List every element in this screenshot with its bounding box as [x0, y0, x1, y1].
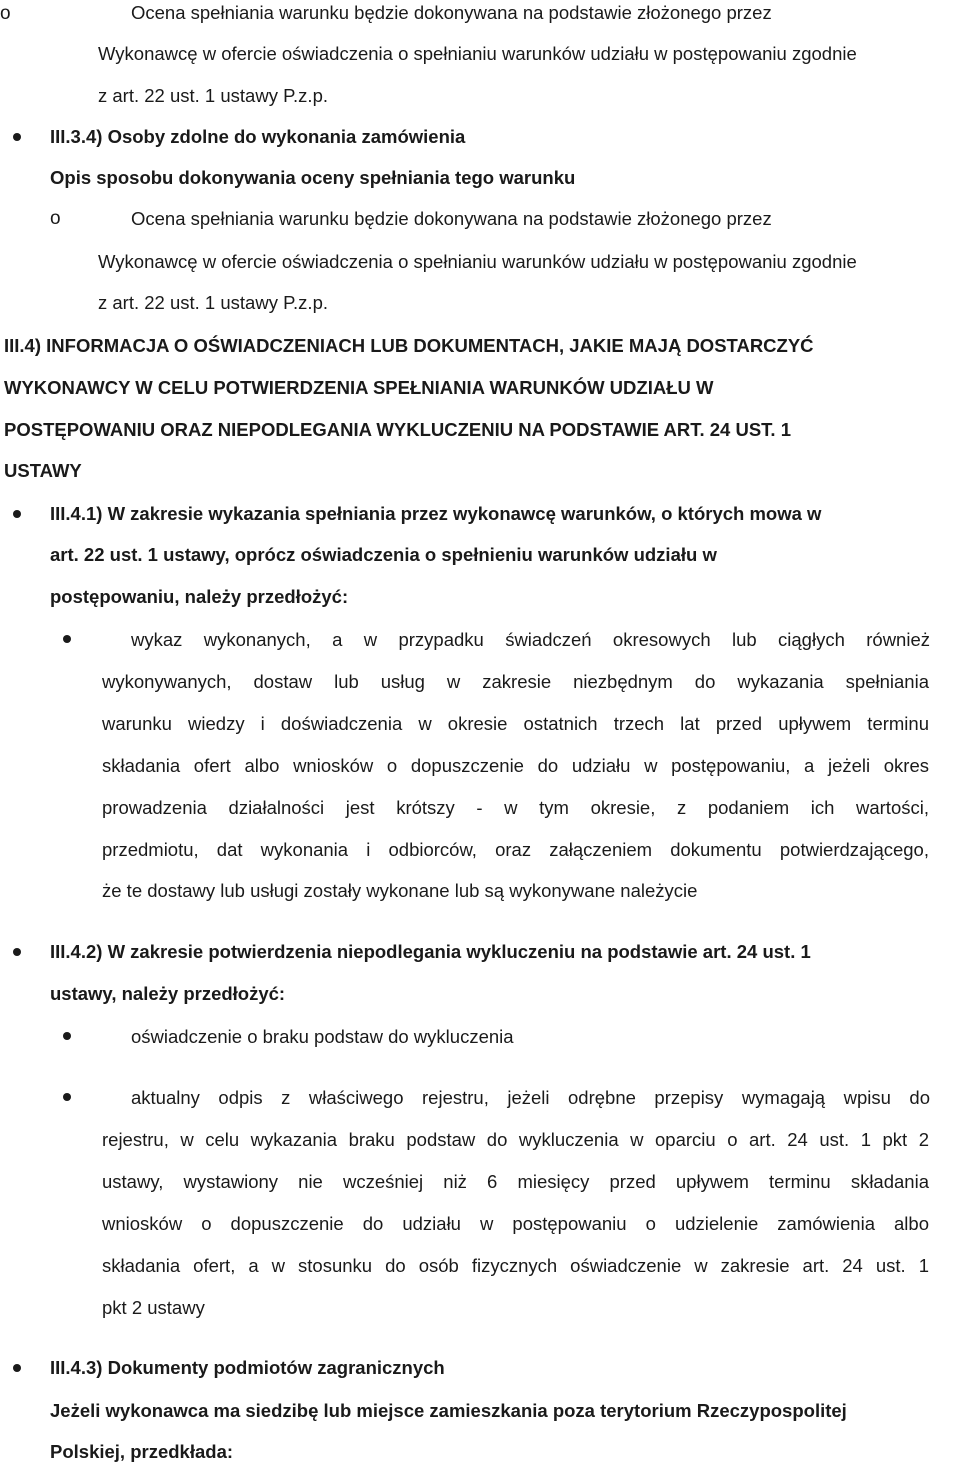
bullet-icon: [13, 510, 21, 518]
section-heading: USTAWY: [4, 460, 82, 481]
bullet-icon: [13, 133, 21, 141]
list-item-line: pkt 2 ustawy: [102, 1297, 205, 1318]
list-item-line: prowadzenia działalności jest krótszy - w tym okresie, z podaniem ich wartości,: [102, 797, 929, 818]
section-heading: WYKONAWCY W CELU POTWIERDZENIA SPEŁNIANIA WARUNKÓW UDZIAŁU W: [4, 377, 714, 398]
list-item-line: rejestru, w celu wykazania braku podstaw do wykluczenia w oparciu o art. 24 ust. 1 pkt 2: [102, 1129, 929, 1150]
section-heading: ustawy, należy przedłożyć:: [50, 983, 286, 1004]
circle-bullet-icon: o: [0, 3, 11, 24]
list-item-line: że te dostawy lub usługi zostały wykonane lub są wykonywane należycie: [102, 880, 698, 901]
section-heading: III.4) INFORMACJA O OŚWIADCZENIACH LUB DOKUMENTACH, JAKIE MAJĄ DOSTARCZYĆ: [4, 335, 814, 356]
bullet-icon: [63, 1093, 71, 1101]
paragraph-line: Ocena spełniania warunku będzie dokonywana na podstawie złożonego przez: [131, 2, 772, 23]
paragraph-line: z art. 22 ust. 1 ustawy P.z.p.: [98, 292, 328, 313]
list-item-line: składania ofert, a w stosunku do osób fizycznych oświadczenie w zakresie art. 24 ust. 1: [102, 1255, 929, 1276]
circle-bullet-icon: o: [50, 208, 61, 229]
section-subheading: Opis sposobu dokonywania oceny spełniania tego warunku: [50, 167, 576, 188]
paragraph-line: z art. 22 ust. 1 ustawy P.z.p.: [98, 85, 328, 106]
bullet-icon: [63, 635, 71, 643]
section-heading: art. 22 ust. 1 ustawy, oprócz oświadczenia o spełnieniu warunków udziału w: [50, 544, 717, 565]
paragraph-line: Ocena spełniania warunku będzie dokonywana na podstawie złożonego przez: [131, 208, 772, 229]
list-item-line: przedmiotu, dat wykonania i odbiorców, oraz załączeniem dokumentu potwierdzającego,: [102, 839, 929, 860]
paragraph-line: Polskiej, przedkłada:: [50, 1441, 234, 1462]
list-item-line: aktualny odpis z właściwego rejestru, jeżeli odrębne przepisy wymagają wpisu do: [131, 1087, 930, 1108]
list-item-line: wykaz wykonanych, a w przypadku świadczeń okresowych lub ciągłych również: [131, 629, 930, 650]
bullet-icon: [13, 1364, 21, 1372]
list-item-line: oświadczenie o braku podstaw do wykluczenia: [131, 1026, 514, 1047]
list-item-line: warunku wiedzy i doświadczenia w okresie ostatnich trzech lat przed upływem terminu: [102, 713, 929, 734]
paragraph-line: Wykonawcę w ofercie oświadczenia o spełnianiu warunków udziału w postępowaniu zgodnie: [98, 251, 857, 272]
paragraph-line: Wykonawcę w ofercie oświadczenia o spełnianiu warunków udziału w postępowaniu zgodnie: [98, 43, 857, 64]
section-heading: III.4.2) W zakresie potwierdzenia niepodlegania wykluczeniu na podstawie art. 24 ust. 1: [50, 941, 811, 962]
section-heading: postępowaniu, należy przedłożyć:: [50, 586, 349, 607]
list-item-line: składania ofert albo wniosków o dopuszczenie do udziału w postępowaniu, a jeżeli okres: [102, 755, 929, 776]
list-item-line: wniosków o dopuszczenie do udziału w postępowaniu o udzielenie zamówienia albo: [102, 1213, 929, 1234]
list-item-line: ustawy, wystawiony nie wcześniej niż 6 miesięcy przed upływem terminu składania: [102, 1171, 929, 1192]
section-heading: III.4.1) W zakresie wykazania spełniania przez wykonawcę warunków, o których mowa w: [50, 503, 822, 524]
section-heading: III.3.4) Osoby zdolne do wykonania zamówienia: [50, 126, 466, 147]
section-heading: III.4.3) Dokumenty podmiotów zagranicznych: [50, 1357, 445, 1378]
paragraph-line: Jeżeli wykonawca ma siedzibę lub miejsce zamieszkania poza terytorium Rzeczypospolitej: [50, 1400, 847, 1421]
list-item-line: wykonywanych, dostaw lub usług w zakresie niezbędnym do wykazania spełniania: [102, 671, 929, 692]
bullet-icon: [13, 948, 21, 956]
section-heading: POSTĘPOWANIU ORAZ NIEPODLEGANIA WYKLUCZENIU NA PODSTAWIE ART. 24 UST. 1: [4, 419, 791, 440]
bullet-icon: [63, 1032, 71, 1040]
